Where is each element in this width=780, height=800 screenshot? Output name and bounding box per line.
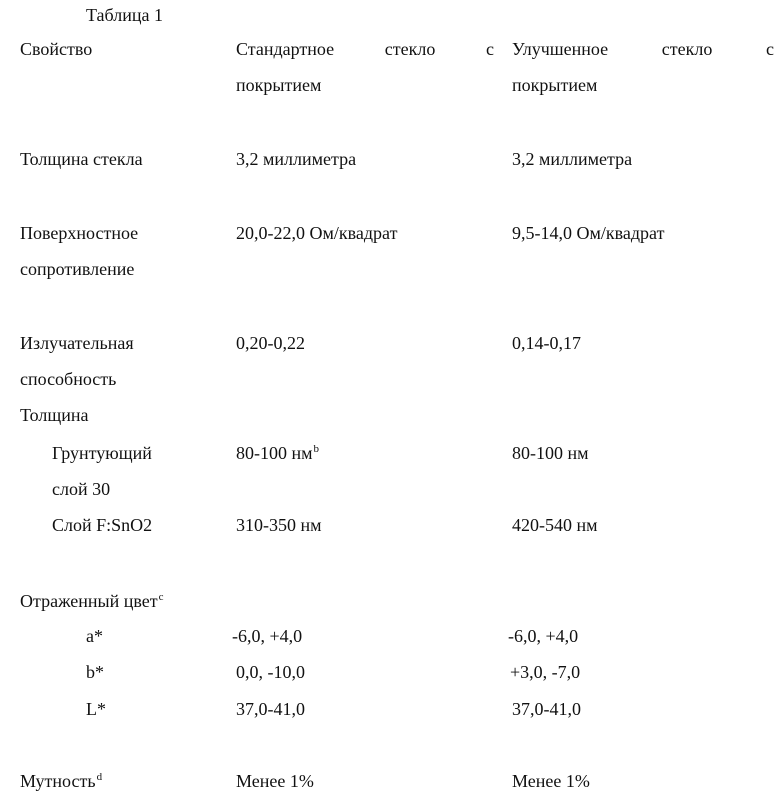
header-improved-line2: покрытием	[512, 75, 598, 95]
header-property: Свойство	[20, 39, 93, 59]
row-color-l-improved: 37,0-41,0	[512, 699, 581, 719]
row-reflected-color-label	[20, 590, 164, 612]
header-improved-word: с	[766, 39, 774, 59]
header-standard-line1	[236, 38, 494, 60]
row-color-a-label: a*	[86, 626, 103, 646]
header-standard-word: Стандартное	[236, 39, 335, 59]
header-standard-line2: покрытием	[236, 75, 322, 95]
row-fto-standard: 310-350 нм	[236, 515, 322, 535]
row-emissivity-standard: 0,20-0,22	[236, 333, 305, 353]
table-caption: Таблица 1	[86, 5, 163, 25]
row-sheet-resistance-label-1: Поверхностное	[20, 223, 139, 243]
row-sheet-resistance-standard: 20,0-22,0 Ом/квадрат	[236, 223, 398, 243]
header-standard-word: стекло	[384, 39, 436, 59]
header-improved-word: стекло	[661, 39, 713, 59]
footnote-c-marker: c	[158, 591, 164, 603]
row-emissivity-improved: 0,14-0,17	[512, 333, 581, 353]
row-emissivity-label-2: способность	[20, 369, 117, 389]
row-fto-label: Слой F:SnO2	[52, 515, 153, 535]
row-color-l-standard: 37,0-41,0	[236, 699, 305, 719]
row-emissivity-label-1: Излучательная	[20, 333, 134, 353]
row-thickness-label: Толщина	[20, 405, 89, 425]
row-primer-improved: 80-100 нм	[512, 443, 589, 463]
row-sheet-resistance-improved: 9,5-14,0 Ом/квадрат	[512, 223, 665, 243]
row-haze-improved: Менее 1%	[512, 771, 590, 791]
row-color-b-improved: +3,0, -7,0	[510, 662, 581, 682]
header-standard-word: с	[486, 39, 494, 59]
row-primer-label-1: Грунтующий	[52, 443, 152, 463]
row-glass-thickness-label: Толщина стекла	[20, 149, 143, 169]
row-glass-thickness-standard: 3,2 миллиметра	[236, 149, 357, 169]
row-color-a-improved: -6,0, +4,0	[508, 626, 579, 646]
row-color-b-standard: 0,0, -10,0	[236, 662, 305, 682]
row-primer-standard	[236, 442, 319, 464]
row-primer-standard-value: 80-100 нм	[236, 443, 313, 463]
footnote-d-marker: d	[96, 771, 103, 783]
row-haze-label	[20, 770, 102, 792]
row-haze-standard: Менее 1%	[236, 771, 314, 791]
row-color-b-label: b*	[86, 662, 104, 682]
row-sheet-resistance-label-2: сопротивление	[20, 259, 135, 279]
row-haze-label-text: Мутность	[20, 771, 96, 791]
row-color-a-standard: -6,0, +4,0	[232, 626, 303, 646]
row-glass-thickness-improved: 3,2 миллиметра	[512, 149, 633, 169]
row-fto-improved: 420-540 нм	[512, 515, 598, 535]
footnote-b-marker: b	[313, 443, 320, 455]
row-reflected-color-label-text: Отраженный цвет	[20, 591, 158, 611]
row-color-l-label: L*	[86, 699, 106, 719]
header-improved-word: Улучшенное	[512, 39, 609, 59]
header-improved-line1	[512, 38, 774, 60]
row-primer-label-2: слой 30	[52, 479, 111, 499]
